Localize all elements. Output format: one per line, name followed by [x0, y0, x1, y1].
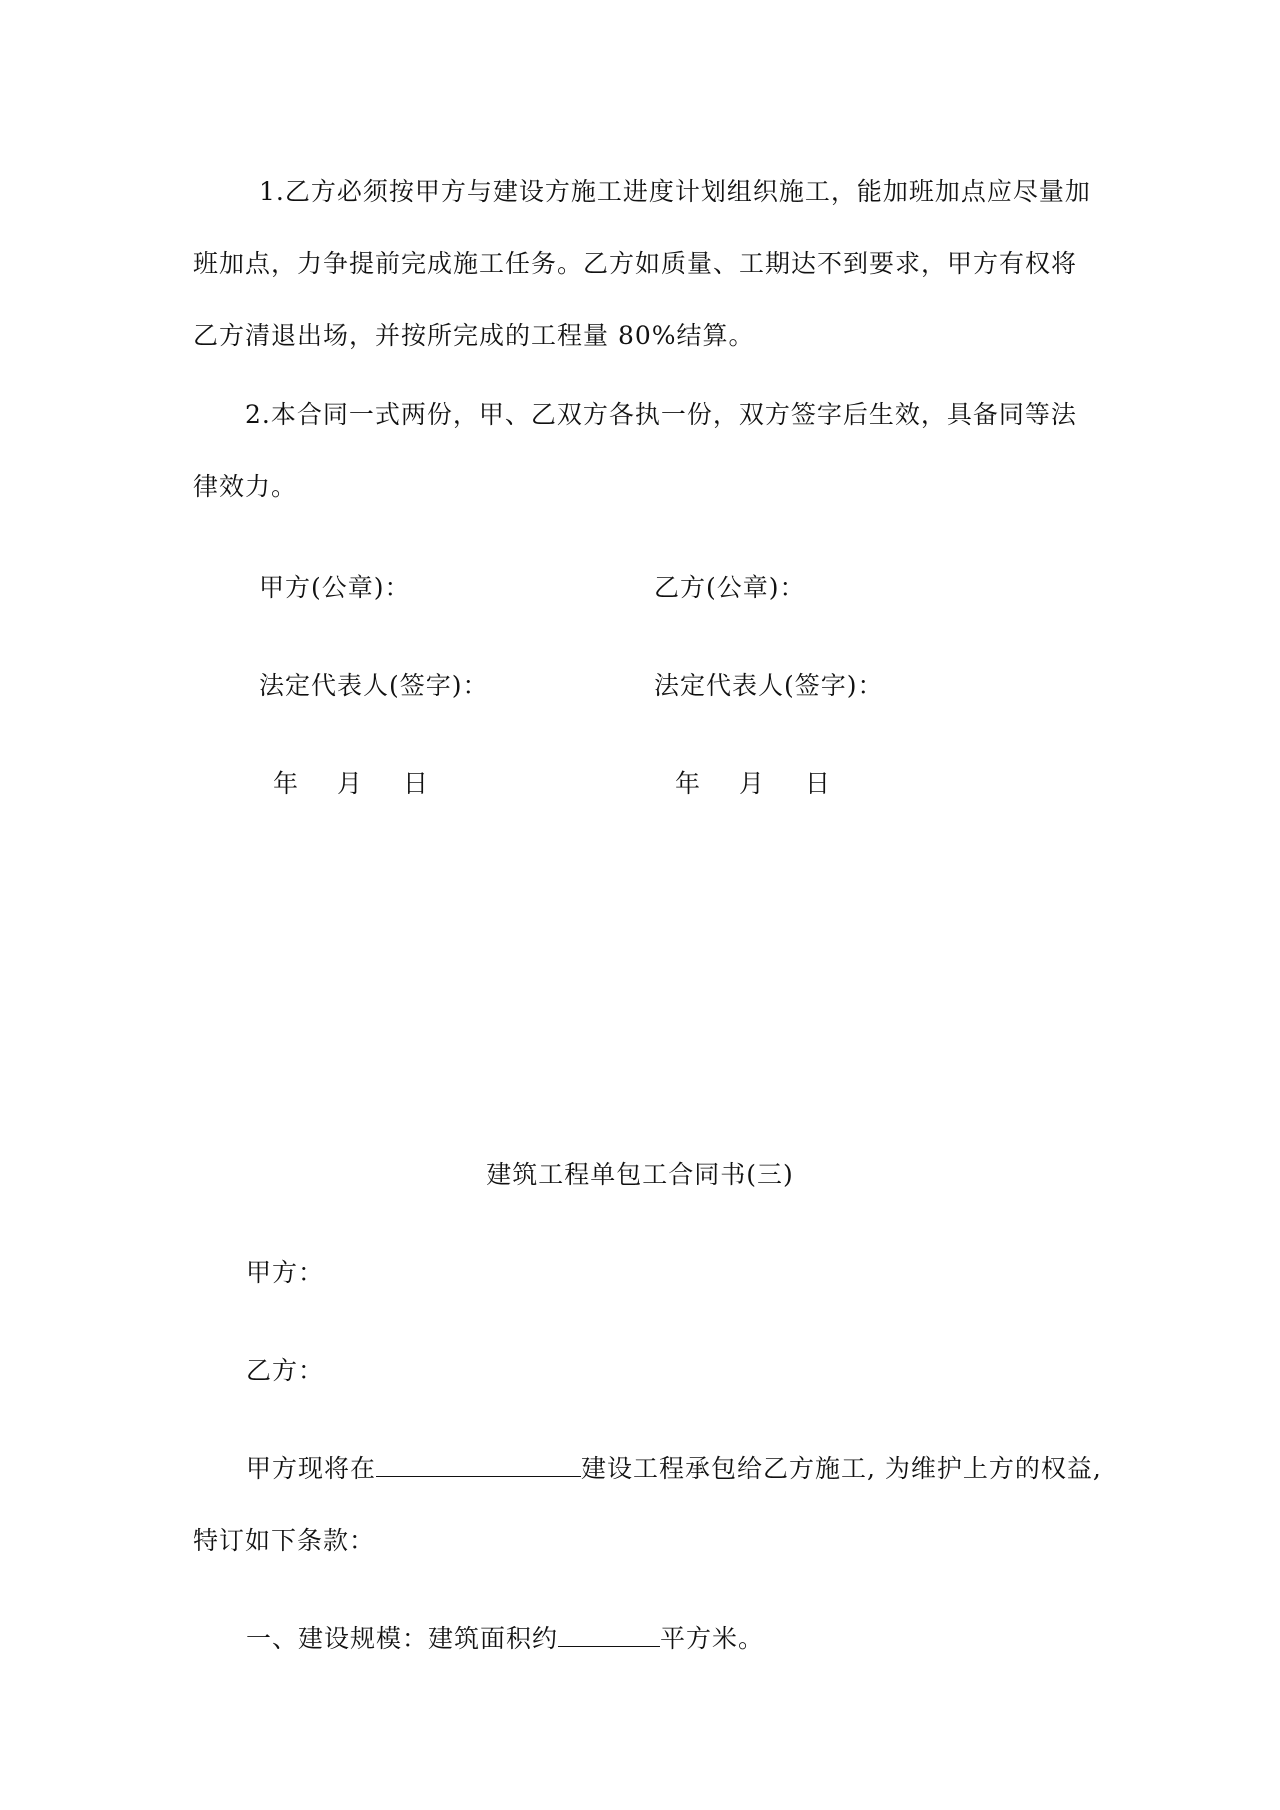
year-label: 年 — [675, 769, 702, 798]
party-b-representative-label: 法定代表人(签字)： — [654, 671, 884, 700]
day-label: 日 — [805, 769, 832, 798]
intro-line-2: 特订如下条款： — [193, 1526, 376, 1555]
project-location-blank — [376, 1450, 581, 1477]
party-b-seal-label: 乙方(公章)： — [654, 573, 806, 602]
area-blank — [558, 1620, 660, 1647]
clause-1-paragraph: 1.乙方必须按甲方与建设方施工进度计划组织施工，能加班加点应尽量加班加点，力争提前完成施工任务。乙方如质量、工期达不到要求，甲方有权将乙方清退出场，并按所完成的工程量 80%结算。 — [193, 177, 1091, 350]
party-a-label: 甲方： — [246, 1258, 325, 1287]
intro-text-before: 甲方现将在 — [246, 1454, 377, 1483]
year-label: 年 — [273, 769, 300, 798]
scale-text-before: 一、建设规模：建筑面积约 — [246, 1624, 559, 1653]
scale-clause — [246, 1619, 764, 1659]
scale-text-after: 平方米。 — [660, 1624, 765, 1653]
party-a-representative-label: 法定代表人(签字)： — [259, 671, 489, 700]
month-label: 月 — [337, 769, 364, 798]
clause-2-paragraph: 2.本合同一式两份，甲、乙双方各执一份，双方签字后生效，具备同等法律效力。 — [193, 400, 1077, 501]
party-b-date — [675, 764, 831, 804]
party-a-seal-label: 甲方(公章)： — [259, 573, 411, 602]
contract-title: 建筑工程单包工合同书(三) — [486, 1160, 794, 1189]
party-b-label: 乙方： — [246, 1356, 325, 1385]
intro-line-1 — [246, 1449, 1102, 1489]
month-label: 月 — [739, 769, 766, 798]
party-a-date — [273, 764, 429, 804]
intro-text-after: 建设工程承包给乙方施工, 为维护上方的权益, — [581, 1454, 1102, 1483]
day-label: 日 — [403, 769, 430, 798]
